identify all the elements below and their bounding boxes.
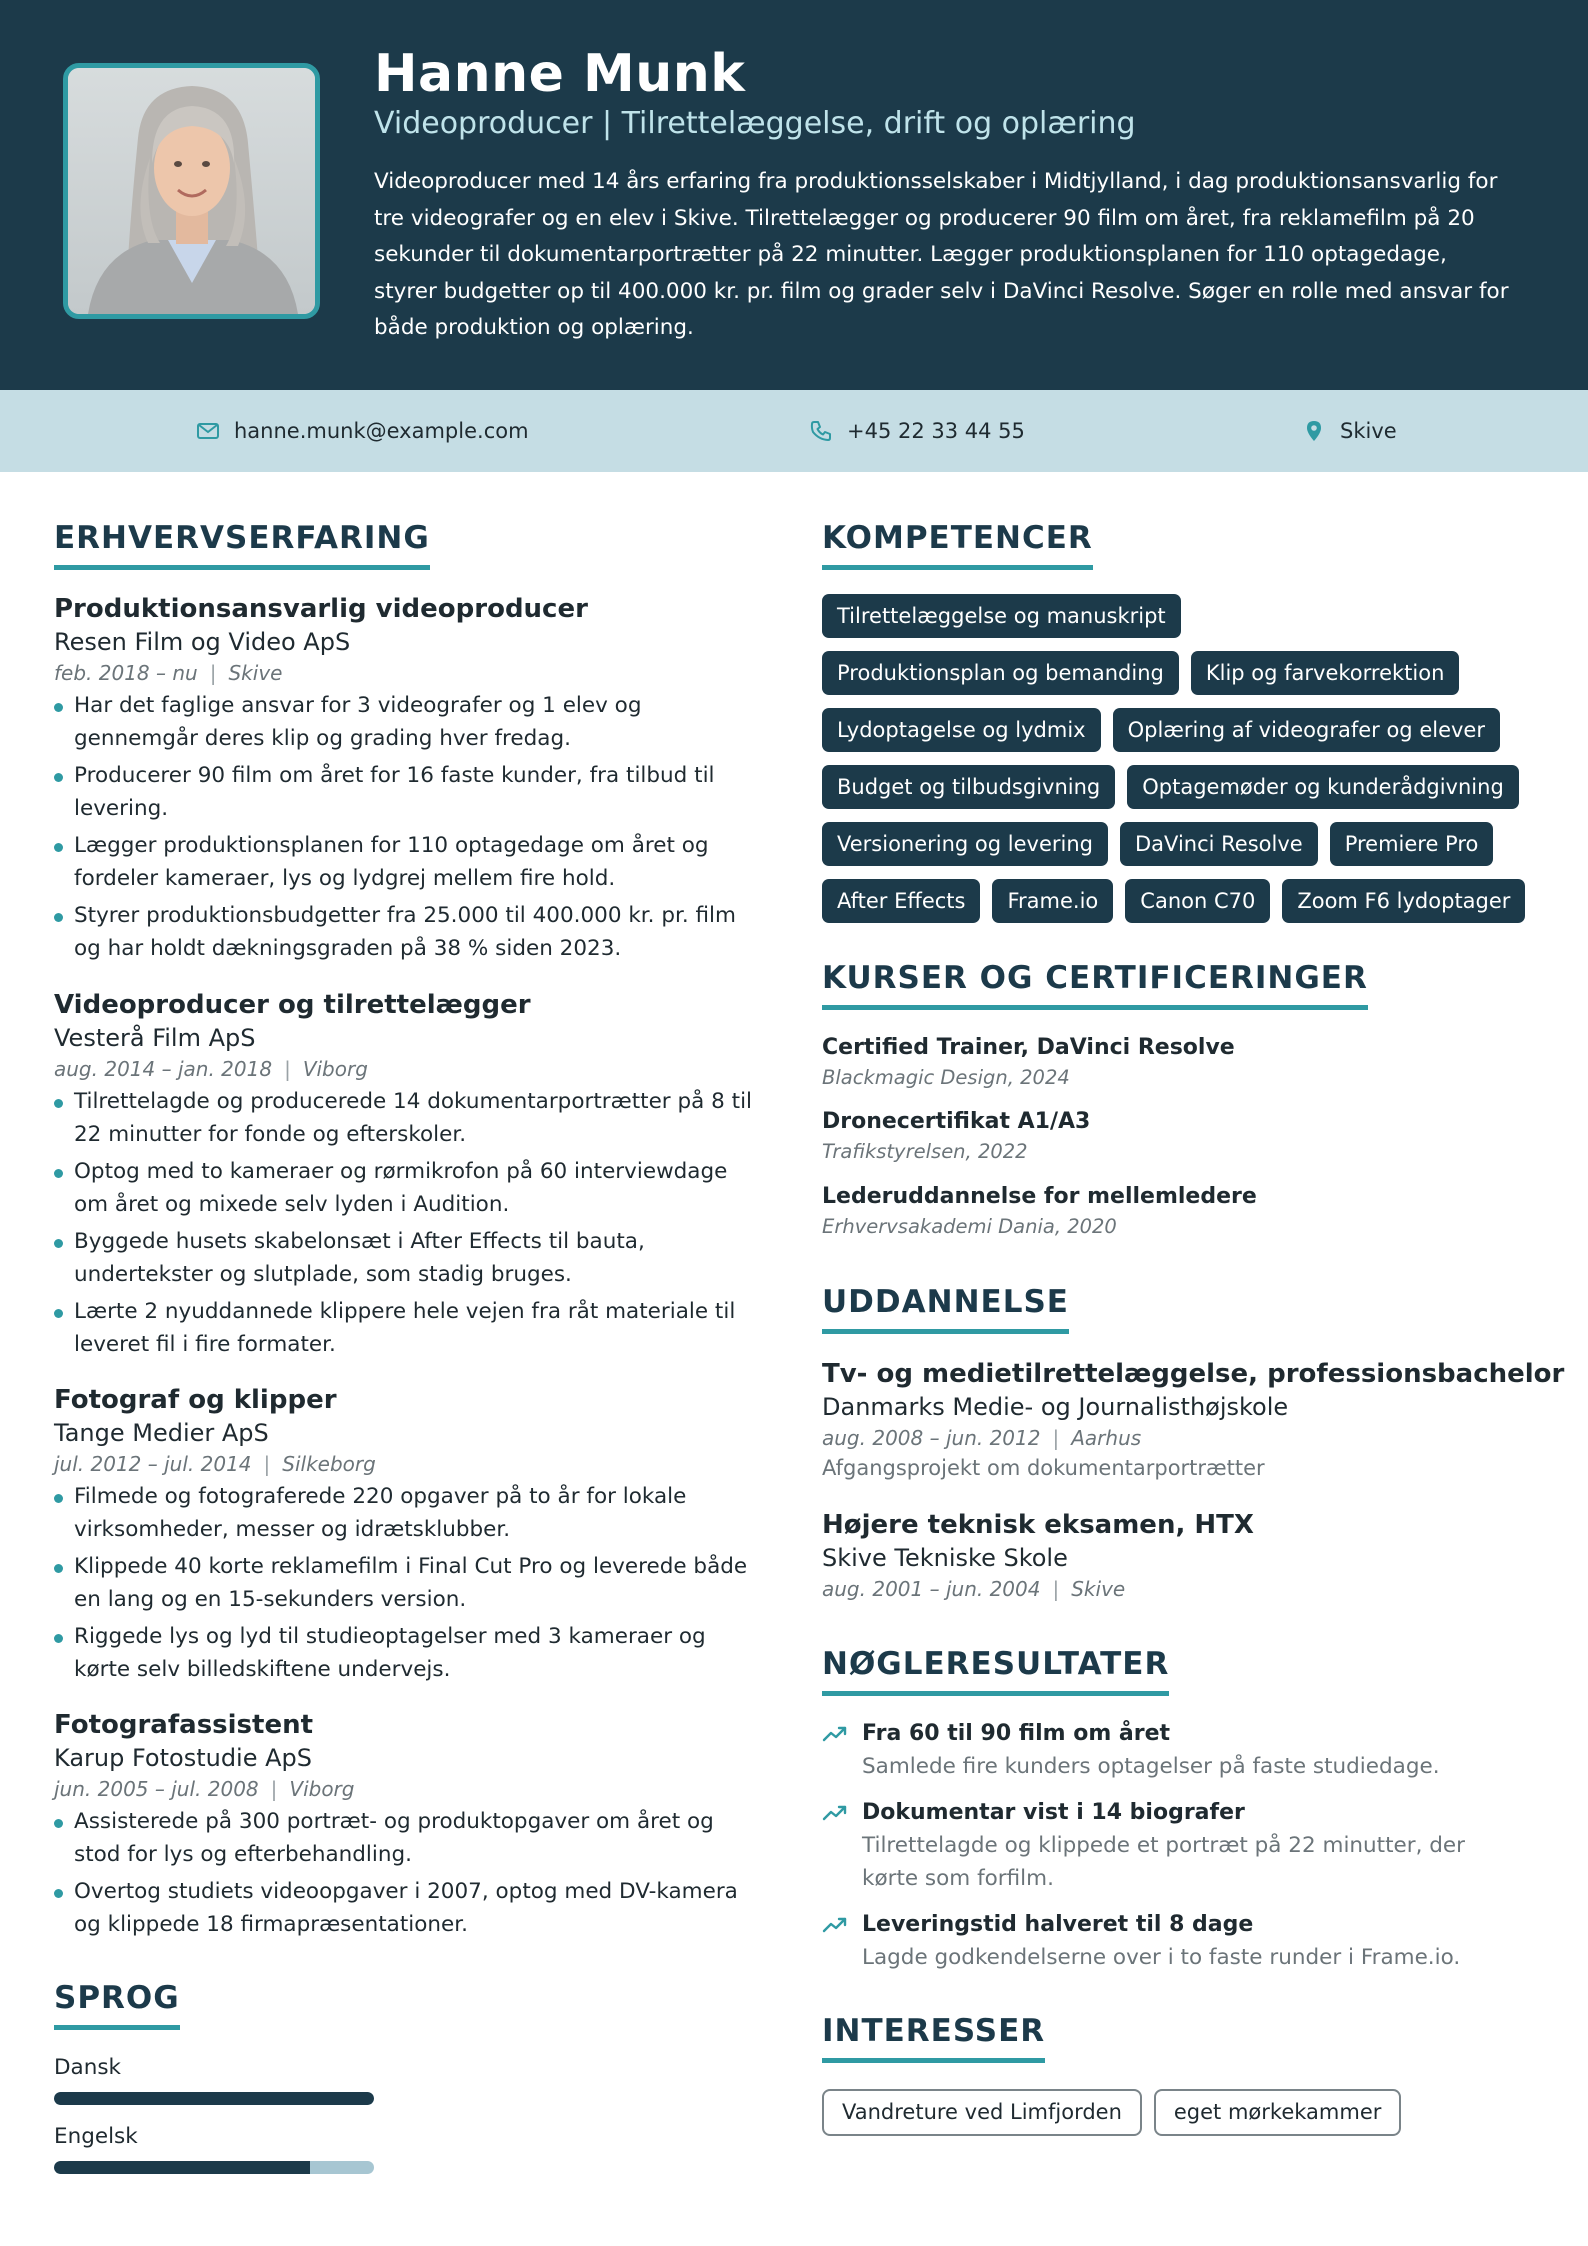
job-bullet: Riggede lys og lyd til studieoptagelser med 3 kameraer og kørte selv billedskiftene undervejs.	[54, 1621, 764, 1686]
separator: |	[209, 661, 217, 685]
job-bullet: Filmede og fotograferede 220 opgaver på to år for lokale virksomheder, messer og idrætsklubber.	[54, 1481, 764, 1546]
separator: |	[1052, 1426, 1060, 1450]
skill-tag: Premiere Pro	[1330, 822, 1494, 866]
job-title: Produktionsansvarlig videoproducer	[54, 594, 588, 624]
result-entry	[822, 1797, 1522, 1895]
job-bullet: Har det faglige ansvar for 3 videografer og 1 elev og gennemgår deres klip og grading hver fredag.	[54, 690, 764, 755]
job-location: Viborg	[289, 1777, 355, 1801]
job-bullet: Styrer produktionsbudgetter fra 25.000 til 400.000 kr. pr. film og har holdt dækningsgraden på 38 % siden 2023.	[54, 900, 764, 965]
job-entry	[54, 1708, 764, 1946]
education-school: Danmarks Medie- og Journalisthøjskole	[822, 1393, 1289, 1421]
trending-up-icon	[822, 1724, 848, 1744]
job-bullet: Tilrettelagde og producerede 14 dokumentarportrætter på 8 til 22 minutter for fonde og efterskoler.	[54, 1086, 764, 1151]
job-title: Videoproducer og tilrettelægger	[54, 990, 531, 1020]
skill-tag: Oplæring af videografer og elever	[1113, 708, 1500, 752]
header	[0, 0, 1588, 390]
skill-row	[822, 879, 1522, 923]
job-dates: jun. 2005 – jul. 2008	[54, 1777, 259, 1801]
contact-phone[interactable]	[809, 417, 1025, 445]
skill-tag: Canon C70	[1125, 879, 1270, 923]
language-name: Dansk	[54, 2055, 122, 2080]
job-bullet: Producerer 90 film om året for 16 faste kunder, fra tilbud til levering.	[54, 760, 764, 825]
job-dates: aug. 2014 – jan. 2018	[54, 1057, 273, 1081]
course-issuer: Blackmagic Design, 2024	[822, 1066, 1070, 1089]
separator: |	[284, 1057, 291, 1081]
skill-tag: Lydoptagelse og lydmix	[822, 708, 1101, 752]
job-bullet: Byggede husets skabelonsæt i After Effects til bauta, undertekster og slutplade, som stadig bruges.	[54, 1226, 764, 1291]
job-location: Viborg	[302, 1057, 368, 1081]
course-entry	[822, 1181, 1257, 1241]
portrait-image	[68, 68, 315, 314]
skill-tag: Produktionsplan og bemanding	[822, 651, 1179, 695]
skill-row	[822, 822, 1522, 866]
course-issuer: Trafikstyrelsen, 2022	[822, 1140, 1028, 1163]
education-dates: aug. 2001 – jun. 2004	[822, 1577, 1041, 1601]
contact-bar	[0, 390, 1588, 472]
education-meta	[822, 1574, 1254, 1604]
education-entry	[822, 1357, 1564, 1483]
education-school: Skive Tekniske Skole	[822, 1544, 1068, 1572]
job-bullets	[54, 1481, 764, 1686]
section-title-languages: SPROG	[54, 1980, 180, 2030]
job-company: Resen Film og Video ApS	[54, 628, 351, 656]
education-dates: aug. 2008 – jun. 2012	[822, 1426, 1041, 1450]
job-bullets	[54, 690, 764, 965]
job-meta	[54, 1054, 764, 1084]
language-level-bar	[54, 2092, 374, 2105]
education-location: Skive	[1071, 1577, 1126, 1601]
education-entry	[822, 1508, 1254, 1604]
job-meta	[54, 1774, 764, 1804]
phone-icon	[809, 419, 833, 443]
course-entry	[822, 1106, 1090, 1166]
skill-tag: Frame.io	[992, 879, 1113, 923]
job-company: Tange Medier ApS	[54, 1419, 269, 1447]
result-entry	[822, 1909, 1522, 1974]
section-title-skills: KOMPETENCER	[822, 520, 1093, 570]
email-text: hanne.munk@example.com	[234, 419, 529, 443]
result-description: Tilrettelagde og klippede et portræt på 22 minutter, der kørte som forfilm.	[862, 1833, 1465, 1891]
profile-photo	[63, 63, 320, 319]
section-title-experience: ERHVERVSERFARING	[54, 520, 430, 570]
candidate-name: Hanne Munk	[374, 44, 746, 104]
job-bullet: Lægger produktionsplanen for 110 optagedage om året og fordeler kameraer, lys og lydgrej mellem fire hold.	[54, 830, 764, 895]
job-location: Skive	[228, 661, 283, 685]
job-bullet: Klippede 40 korte reklamefilm i Final Cut Pro og leverede både en lang og en 15-sekunders version.	[54, 1551, 764, 1616]
interest-tag: Vandreture ved Limfjorden	[822, 2089, 1142, 2136]
job-bullets	[54, 1086, 764, 1361]
skill-tag: Tilrettelæggelse og manuskript	[822, 594, 1181, 638]
candidate-headline: Videoproducer | Tilrettelæggelse, drift og oplæring	[374, 106, 1136, 141]
interest-tag: eget mørkekammer	[1154, 2089, 1401, 2136]
result-entry	[822, 1718, 1522, 1783]
job-title: Fotografassistent	[54, 1710, 314, 1740]
skill-row	[822, 651, 1522, 695]
language-name: Engelsk	[54, 2124, 138, 2149]
mail-icon	[196, 419, 220, 443]
course-name: Dronecertifikat A1/A3	[822, 1109, 1091, 1134]
trending-up-icon	[822, 1915, 848, 1935]
job-company: Vesterå Film ApS	[54, 1024, 256, 1052]
job-bullet: Optog med to kameraer og rørmikrofon på 60 interviewdage om året og mixede selv lyden i Audition.	[54, 1156, 764, 1221]
phone-text: +45 22 33 44 55	[847, 419, 1025, 443]
contact-location	[1302, 417, 1397, 445]
job-entry	[54, 1383, 764, 1691]
result-title: Dokumentar vist i 14 biografer	[862, 1800, 1245, 1825]
result-description: Samlede fire kunders optagelser på faste studiedage.	[862, 1754, 1440, 1779]
separator: |	[1052, 1577, 1060, 1601]
education-degree: Højere teknisk eksamen, HTX	[822, 1510, 1254, 1540]
section-title-results: NØGLERESULTATER	[822, 1646, 1169, 1696]
skill-row	[822, 594, 1522, 638]
education-location: Aarhus	[1071, 1426, 1142, 1450]
job-entry	[54, 592, 764, 970]
skill-tag: Versionering og levering	[822, 822, 1108, 866]
language-level-fill	[54, 2161, 310, 2174]
skill-tag: DaVinci Resolve	[1120, 822, 1318, 866]
job-bullet: Overtog studiets videoopgaver i 2007, optog med DV-kamera og klippede 18 firmapræsentationer.	[54, 1876, 764, 1941]
education-degree: Tv- og medietilrettelæggelse, professionsbachelor	[822, 1359, 1565, 1389]
job-company: Karup Fotostudie ApS	[54, 1744, 312, 1772]
job-dates: feb. 2018 – nu	[54, 661, 198, 685]
job-title: Fotograf og klipper	[54, 1385, 337, 1415]
skill-row	[822, 765, 1522, 809]
language-level-fill	[54, 2092, 374, 2105]
skill-tag: After Effects	[822, 879, 980, 923]
separator: |	[270, 1777, 278, 1801]
contact-email[interactable]	[196, 417, 529, 445]
course-name: Certified Trainer, DaVinci Resolve	[822, 1035, 1235, 1060]
trending-up-icon	[822, 1803, 848, 1823]
job-bullets	[54, 1806, 764, 1941]
section-title-interests: INTERESSER	[822, 2013, 1045, 2063]
result-description: Lagde godkendelserne over i to faste runder i Frame.io.	[862, 1945, 1461, 1970]
job-meta	[54, 1449, 764, 1479]
skill-row	[822, 708, 1522, 752]
course-entry	[822, 1032, 1235, 1092]
profile-summary: Videoproducer med 14 års erfaring fra produktionsselskaber i Midtjylland, i dag produktionsansvarlig for tre videografer og en elev i Skive. Tilrettelægger og producerer 90 film om året, fra reklamefilm på 20 sekunder til dokumentarportrætter på 22 minutter. Lægger produktionsplanen for 110 optagedage, styrer budgetter op til 400.000 kr. pr. film og grader selv i DaVinci Resolve. Søger en rolle med ansvar for både produktion og oplæring.	[374, 169, 1509, 341]
skill-tag: Budget og tilbudsgivning	[822, 765, 1115, 809]
job-bullet: Lærte 2 nyuddannede klippere hele vejen fra råt materiale til leveret fil i fire formater.	[54, 1296, 764, 1361]
job-dates: jul. 2012 – jul. 2014	[54, 1452, 252, 1476]
location-pin-icon	[1302, 419, 1326, 443]
skill-tag: Klip og farvekorrektion	[1191, 651, 1460, 695]
course-name: Lederuddannelse for mellemledere	[822, 1184, 1257, 1209]
section-title-courses: KURSER OG CERTIFICERINGER	[822, 960, 1368, 1010]
course-issuer: Erhvervsakademi Dania, 2020	[822, 1215, 1117, 1238]
job-location: Silkeborg	[282, 1452, 376, 1476]
education-note: Afgangsprojekt om dokumentarportrætter	[822, 1456, 1265, 1480]
result-title: Leveringstid halveret til 8 dage	[862, 1912, 1254, 1937]
job-meta	[54, 658, 764, 688]
result-title: Fra 60 til 90 film om året	[862, 1721, 1171, 1746]
separator: |	[263, 1452, 271, 1476]
skill-tag: Optagemøder og kunderådgivning	[1127, 765, 1519, 809]
language-level-bar	[54, 2161, 374, 2174]
section-title-education: UDDANNELSE	[822, 1284, 1069, 1334]
job-bullet: Assisterede på 300 portræt- og produktopgaver om året og stod for lys og efterbehandling.	[54, 1806, 764, 1871]
education-meta	[822, 1423, 1564, 1453]
location-text: Skive	[1340, 419, 1397, 443]
interests-list	[822, 2089, 1413, 2136]
skill-tag: Zoom F6 lydoptager	[1282, 879, 1525, 923]
job-entry	[54, 988, 764, 1366]
skills-list	[822, 594, 1522, 936]
